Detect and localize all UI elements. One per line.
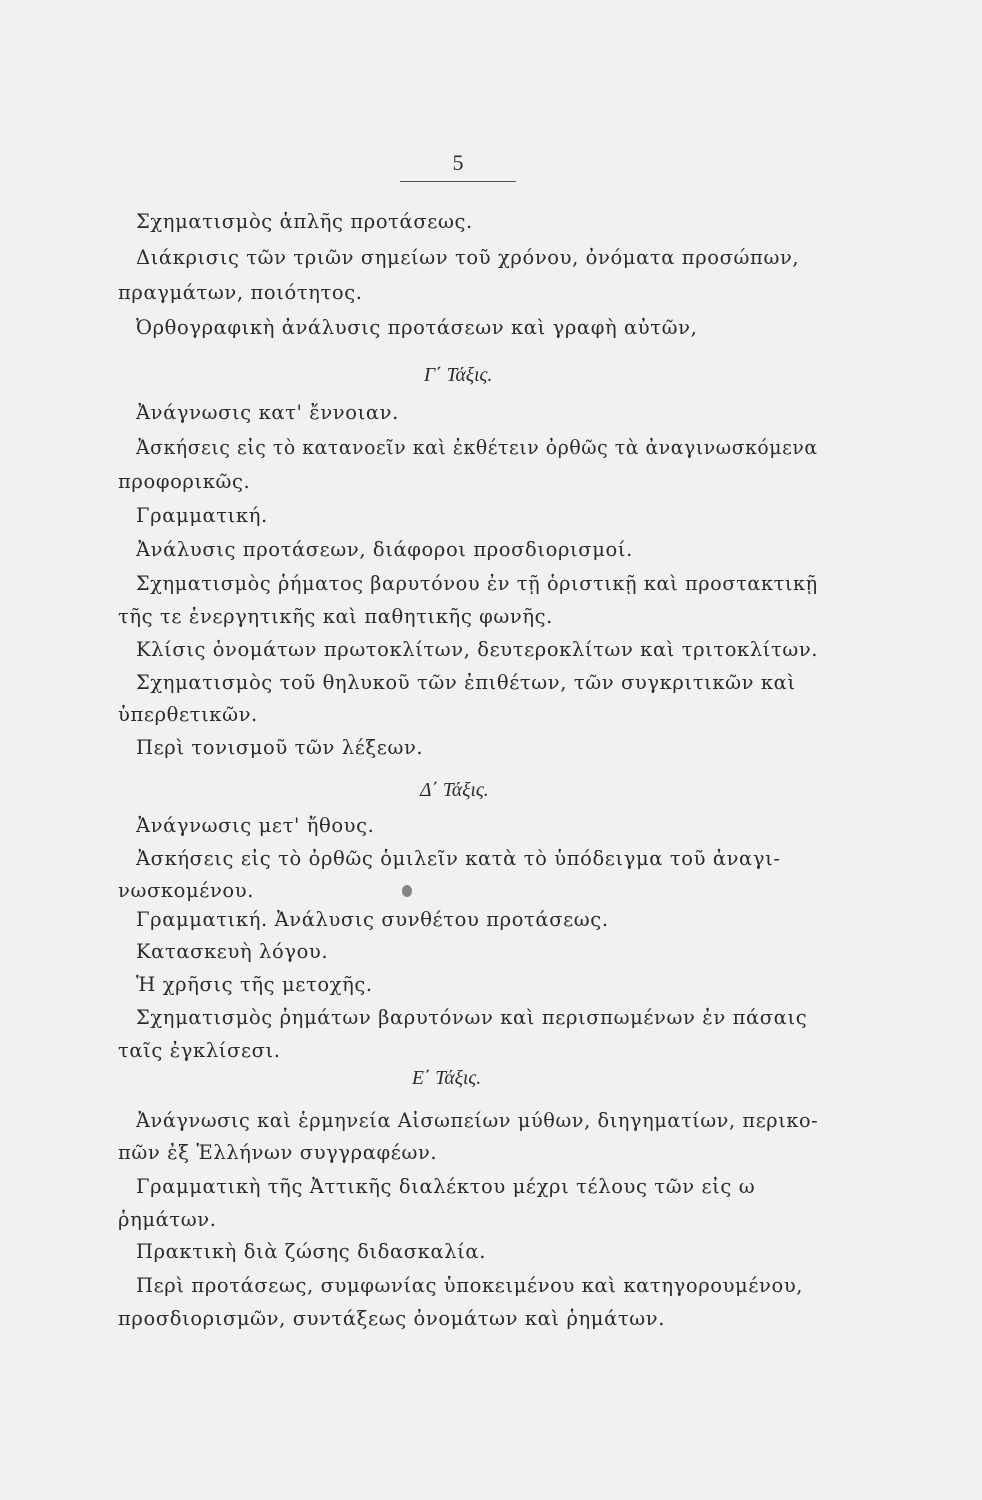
text-line: ταῖς ἐγκλίσεσι. xyxy=(118,1039,281,1062)
text-line: Ἀνάγνωσις καὶ ἑρμηνεία Αἰσωπείων μύθων, διηγηματίων, περικο- xyxy=(136,1109,819,1132)
text-line: πῶν ἐξ Ἑλλήνων συγγραφέων. xyxy=(118,1141,438,1164)
text-line: προσδιορισμῶν, συντάξεως ὀνομάτων καὶ ῥημάτων. xyxy=(118,1307,665,1330)
text-line: Σχηματισμὸς ῥήματος βαρυτόνου ἐν τῇ ὁριστικῇ καὶ προστακτικῇ xyxy=(136,572,818,595)
text-line: τῆς τε ἐνεργητικῆς καὶ παθητικῆς φωνῆς. xyxy=(118,605,553,628)
text-line: πραγμάτων, ποιότητος. xyxy=(118,281,363,304)
section-heading-e: Ε΄ Τάξις. xyxy=(412,1068,482,1089)
text-line: προφορικῶς. xyxy=(118,470,251,493)
text-line: Σχηματισμὸς τοῦ θηλυκοῦ τῶν ἐπιθέτων, τῶν συγκριτικῶν καὶ xyxy=(136,671,796,694)
page-number: 5 xyxy=(452,150,464,175)
text-line: Γραμματικὴ τῆς Ἀττικῆς διαλέκτου μέχρι τέλους τῶν εἰς ω xyxy=(136,1175,756,1198)
text-line: Ἀσκήσεις εἰς τὸ κατανοεῖν καὶ ἐκθέτειν ὀρθῶς τὰ ἀναγινωσκόμενα xyxy=(136,436,818,459)
text-line: νωσκομένου. xyxy=(118,879,255,902)
page-number-rule xyxy=(400,181,516,182)
text-line: ὑπερθετικῶν. xyxy=(118,703,258,726)
text-line: Ἡ χρῆσις τῆς μετοχῆς. xyxy=(136,973,373,996)
text-line: Ἀνάλυσις προτάσεων, διάφοροι προσδιορισμοί. xyxy=(136,538,633,561)
text-line: Ὀρθογραφικὴ ἀνάλυσις προτάσεων καὶ γραφὴ αὐτῶν, xyxy=(136,316,698,339)
section-heading-g: Γ΄ Τάξις. xyxy=(424,365,493,386)
ink-spot xyxy=(402,885,412,897)
text-line: Διάκρισις τῶν τριῶν σημείων τοῦ χρόνου, ὀνόματα προσώπων, xyxy=(136,246,800,269)
text-line: ῥημάτων. xyxy=(118,1208,217,1231)
text-line: Γραμματική. Ἀνάλυσις συνθέτου προτάσεως. xyxy=(136,908,609,931)
text-line: Πρακτικὴ διὰ ζώσης διδασκαλία. xyxy=(136,1240,486,1263)
text-line: Σχηματισμὸς ῥημάτων βαρυτόνων καὶ περισπωμένων ἐν πάσαις xyxy=(136,1006,808,1029)
section-heading-d: Δ΄ Τάξις. xyxy=(420,780,489,801)
text-line: Περὶ προτάσεως, συμφωνίας ὑποκειμένου καὶ κατηγορουμένου, xyxy=(136,1274,804,1297)
text-line: Ἀνάγνωσις μετ' ἤθους. xyxy=(136,814,375,837)
text-line: Ἀνάγνωσις κατ' ἔννοιαν. xyxy=(136,401,399,424)
text-line: Ἀσκήσεις εἰς τὸ ὀρθῶς ὁμιλεῖν κατὰ τὸ ὑπόδειγμα τοῦ ἀναγι- xyxy=(136,847,781,870)
text-line: Σχηματισμὸς ἁπλῆς προτάσεως. xyxy=(136,210,473,233)
text-line: Κλίσις ὀνομάτων πρωτοκλίτων, δευτεροκλίτων καὶ τριτοκλίτων. xyxy=(136,638,819,661)
text-line: Κατασκευὴ λόγου. xyxy=(136,940,329,963)
text-line: Περὶ τονισμοῦ τῶν λέξεων. xyxy=(136,736,424,759)
text-line: Γραμματική. xyxy=(136,504,268,527)
